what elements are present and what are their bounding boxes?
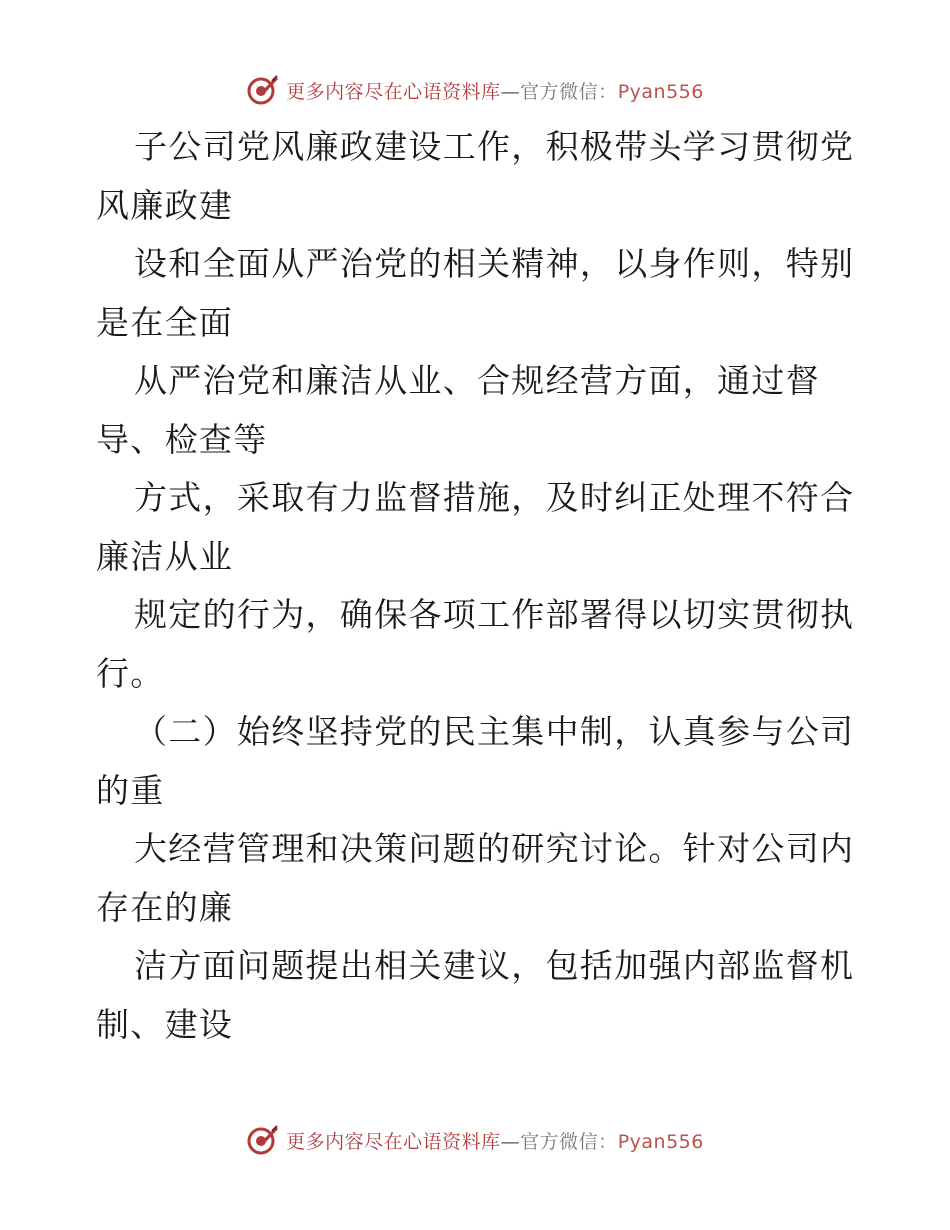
quill-logo-icon — [246, 73, 280, 107]
text-line: 存在的廉 — [96, 887, 234, 927]
text-line: 规定的行为，确保各项工作部署得以切实贯彻执 — [134, 595, 855, 634]
text-line: 大经营管理和决策问题的研究讨论。针对公司内 — [134, 829, 855, 868]
text-line: 风廉政建 — [96, 185, 234, 225]
text-line: 行。 — [96, 653, 165, 693]
text-line: 的重 — [96, 770, 165, 810]
text-line: 制、建设 — [96, 1004, 234, 1044]
text-line: 子公司党风廉政建设工作，积极带头学习贯彻党 — [134, 127, 855, 166]
quill-logo-icon — [246, 1123, 280, 1157]
text-line: 方式，采取有力监督措施，及时纠正处理不符合 — [134, 478, 855, 517]
document-body — [96, 118, 856, 1054]
header-banner — [0, 70, 950, 110]
text-line: 从严治党和廉洁从业、合规经营方面，通过督 — [134, 361, 820, 400]
footer-banner — [0, 1120, 950, 1160]
text-line: （二）始终坚持党的民主集中制，认真参与公司 — [134, 712, 855, 751]
text-line: 设和全面从严治党的相关精神，以身作则，特别 — [134, 244, 855, 283]
text-line: 是在全面 — [96, 302, 234, 342]
text-line: 廉洁从业 — [96, 536, 234, 576]
text-line: 洁方面问题提出相关建议，包括加强内部监督机 — [134, 946, 855, 985]
text-line: 导、检查等 — [96, 419, 268, 459]
header-banner-text: 更多内容尽在心语资料库—官方微信：Pyan556 — [286, 80, 704, 103]
footer-banner-text: 更多内容尽在心语资料库—官方微信：Pyan556 — [286, 1130, 704, 1153]
